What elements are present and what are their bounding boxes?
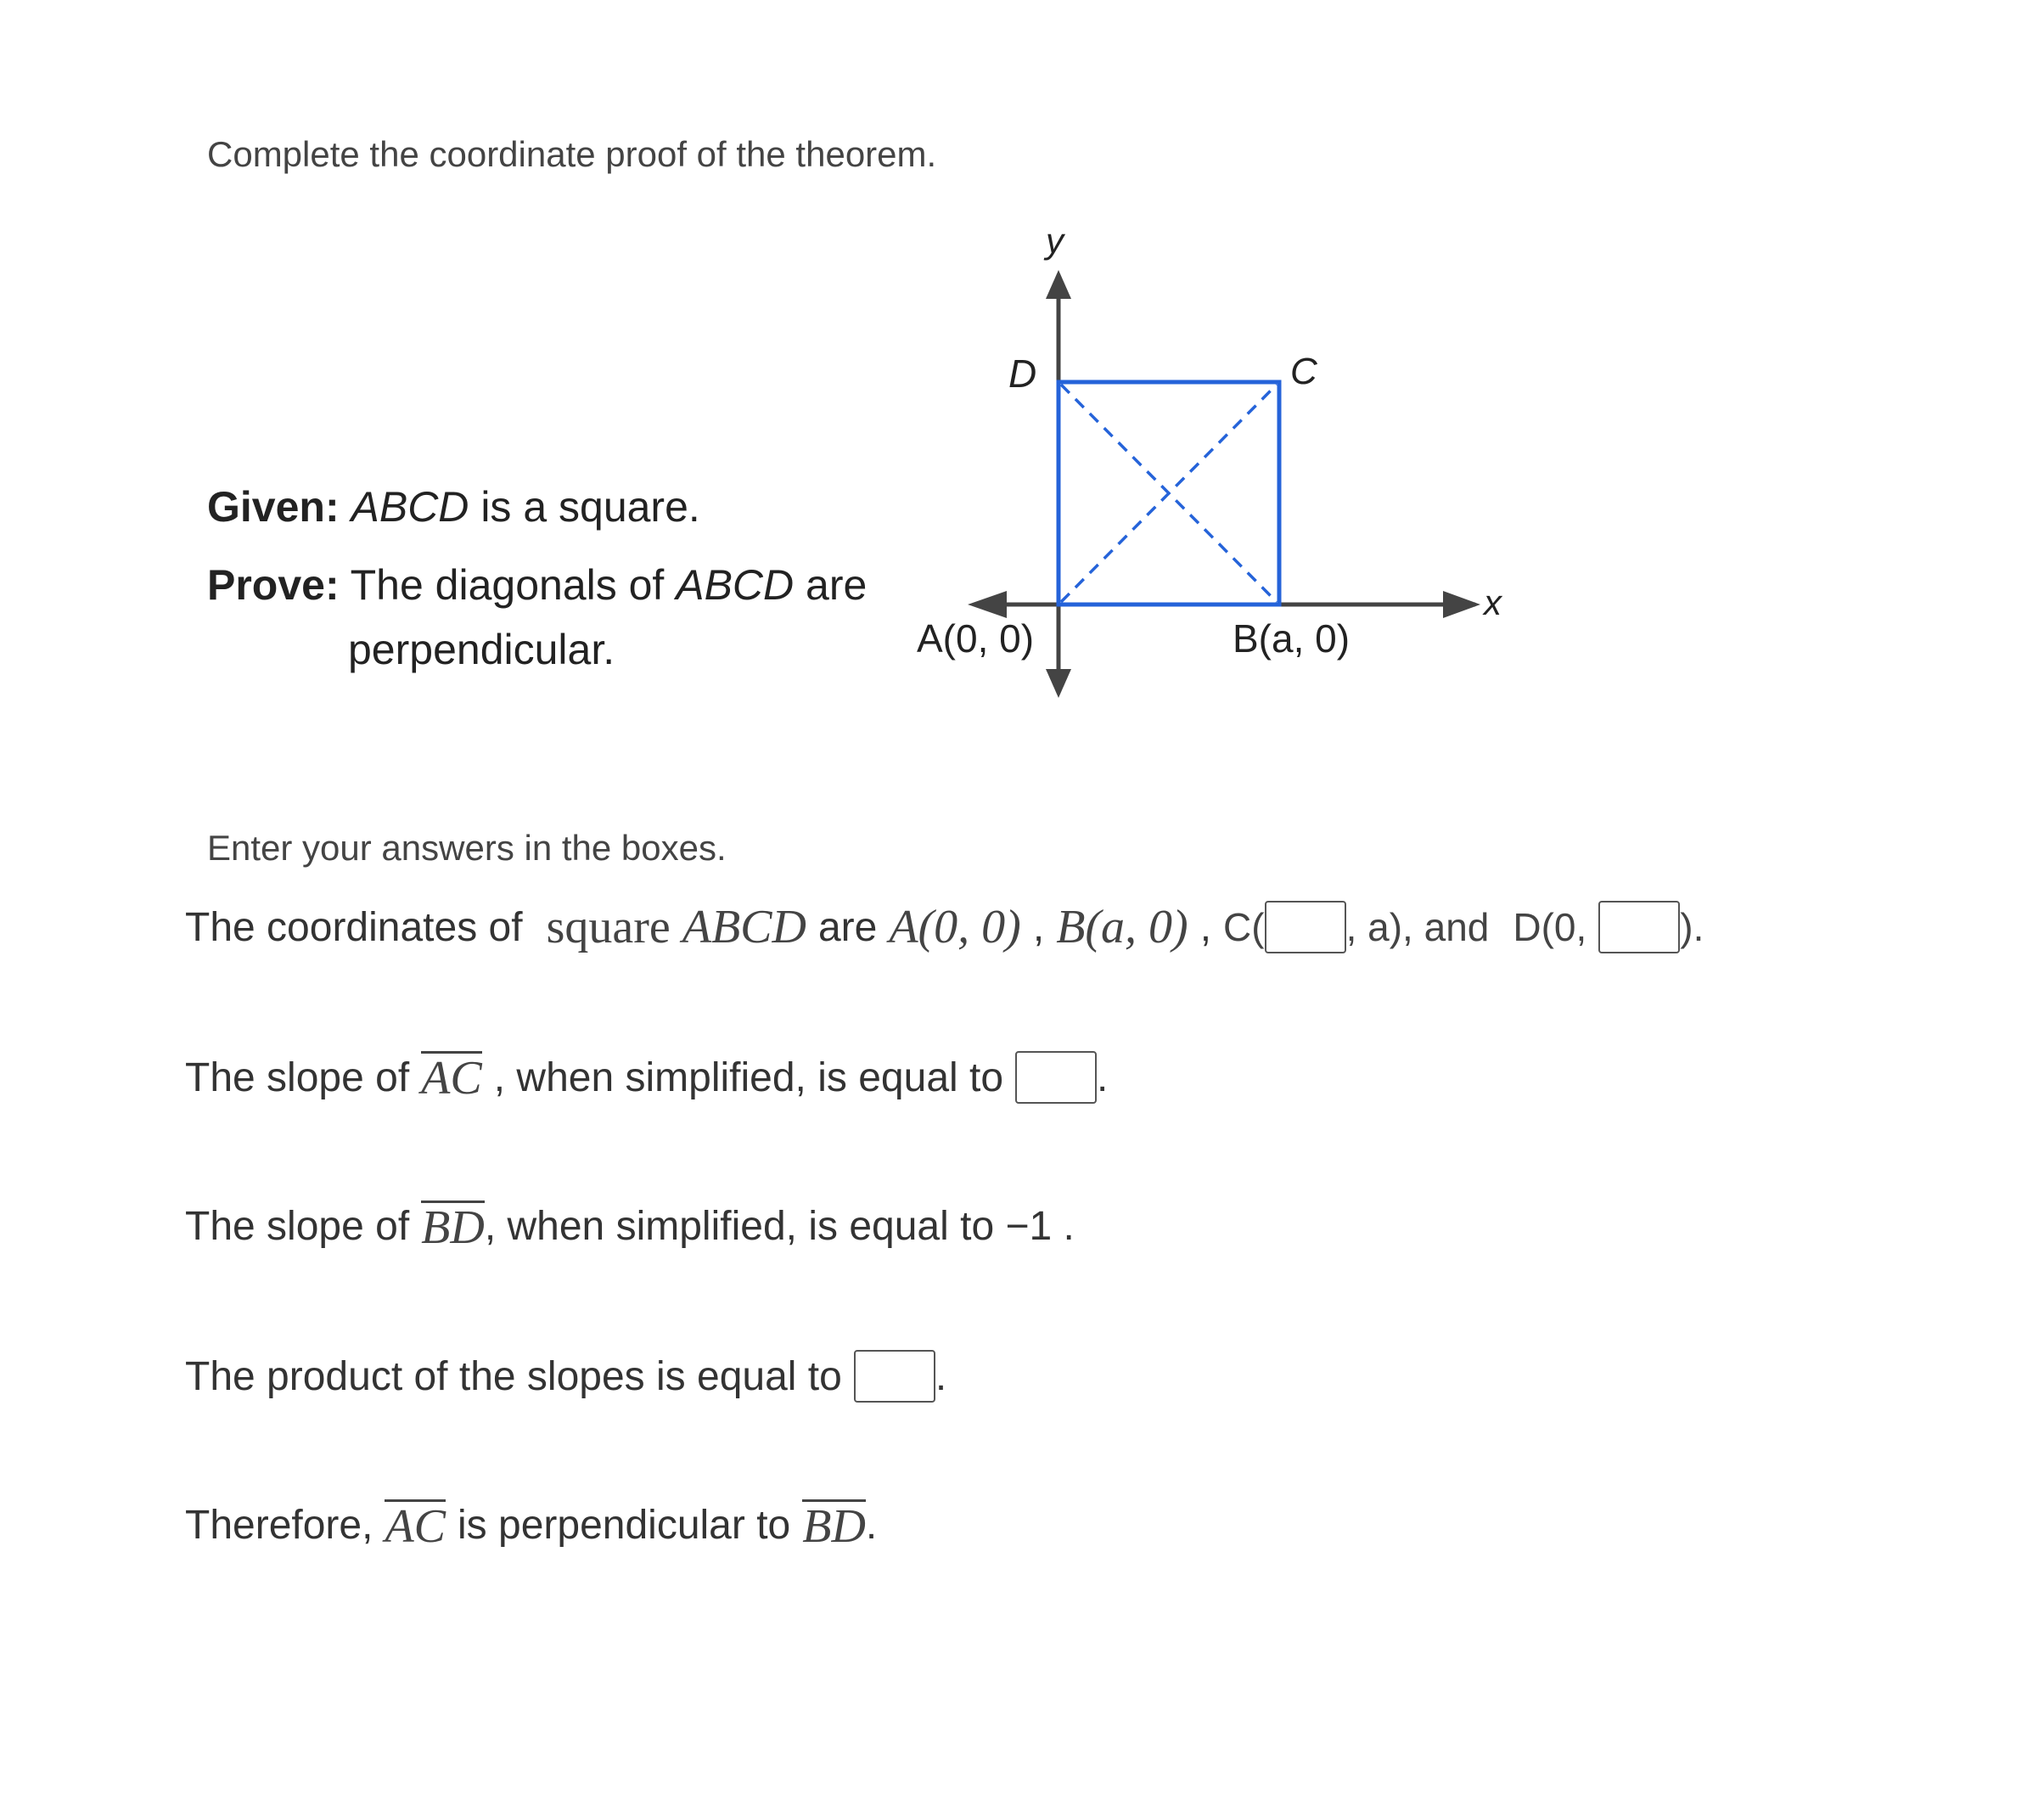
- slope-ac-input[interactable]: [1015, 1051, 1097, 1104]
- y-axis-label: y: [1046, 221, 1064, 261]
- x-axis-label: x: [1484, 582, 1502, 622]
- y-axis-arrow-down: [1046, 669, 1071, 698]
- vertex-c-label: C: [1290, 351, 1317, 392]
- therefore-mid: is perpendicular to: [458, 1503, 791, 1549]
- therefore-line: [185, 1499, 877, 1552]
- coords-pre: The coordinates of: [185, 904, 523, 950]
- coords-c-open: C(: [1223, 905, 1265, 949]
- coords-square-name: ABCD: [682, 901, 806, 953]
- given-label: Given:: [207, 483, 340, 531]
- coords-b: B(a, 0): [1056, 901, 1188, 953]
- coords-are: are: [817, 904, 878, 950]
- coordinates-line: [185, 900, 1704, 954]
- slope-ac-end: .: [1097, 1054, 1109, 1100]
- prove-shape: ABCD: [676, 561, 795, 609]
- coords-c-rest: , a), and: [1345, 905, 1490, 949]
- c-x-coordinate-input[interactable]: [1265, 901, 1346, 953]
- segment-bd: BD: [421, 1201, 485, 1254]
- coords-a: A(0, 0): [889, 901, 1021, 953]
- product-end: .: [935, 1353, 947, 1399]
- prove-statement-line2: perpendicular.: [348, 626, 615, 673]
- vertex-b-label: B(a, 0): [1233, 616, 1350, 661]
- x-axis-arrow-right: [1443, 591, 1480, 618]
- prove-label: Prove:: [207, 561, 340, 609]
- therefore-pre: Therefore,: [185, 1503, 373, 1549]
- instructions: Complete the coordinate proof of the theorem.: [207, 134, 937, 174]
- vertex-a-label: A(0, 0): [917, 616, 1035, 661]
- product-pre: The product of the slopes is equal to: [185, 1353, 842, 1399]
- slope-ac-pre: The slope of: [185, 1054, 410, 1100]
- given-shape: ABCD: [351, 483, 469, 531]
- coordinate-diagram: [0, 0, 2044, 764]
- coords-d-close: ).: [1680, 905, 1704, 949]
- slope-ac-post: , when simplified, is equal to: [493, 1054, 1004, 1100]
- coords-comma2: ,: [1199, 904, 1212, 950]
- x-axis-arrow-left: [968, 591, 1007, 618]
- slope-bd-pre: The slope of: [185, 1204, 410, 1250]
- slope-bd-post: , when simplified, is equal to −1 .: [484, 1204, 1075, 1250]
- product-input[interactable]: [854, 1350, 935, 1403]
- coords-comma1: ,: [1032, 904, 1045, 950]
- slope-ac-line: [185, 1051, 1108, 1104]
- given-rest: is a square.: [469, 483, 700, 531]
- d-y-coordinate-input[interactable]: [1598, 901, 1680, 953]
- coords-d-open: D(0,: [1513, 905, 1587, 949]
- segment-ac-conclusion: AC: [385, 1500, 446, 1553]
- segment-bd-conclusion: BD: [802, 1500, 866, 1553]
- prove-post: are: [794, 561, 868, 609]
- enter-instructions: Enter your answers in the boxes.: [207, 828, 727, 868]
- prove-pre: The diagonals of: [350, 561, 677, 609]
- segment-ac: AC: [421, 1052, 482, 1105]
- y-axis-arrow-up: [1046, 270, 1071, 299]
- therefore-end: .: [865, 1503, 878, 1549]
- coords-square-word: square: [546, 901, 671, 953]
- vertex-d-label: D: [1008, 351, 1037, 396]
- product-line: [185, 1350, 946, 1403]
- slope-bd-line: [185, 1201, 1075, 1253]
